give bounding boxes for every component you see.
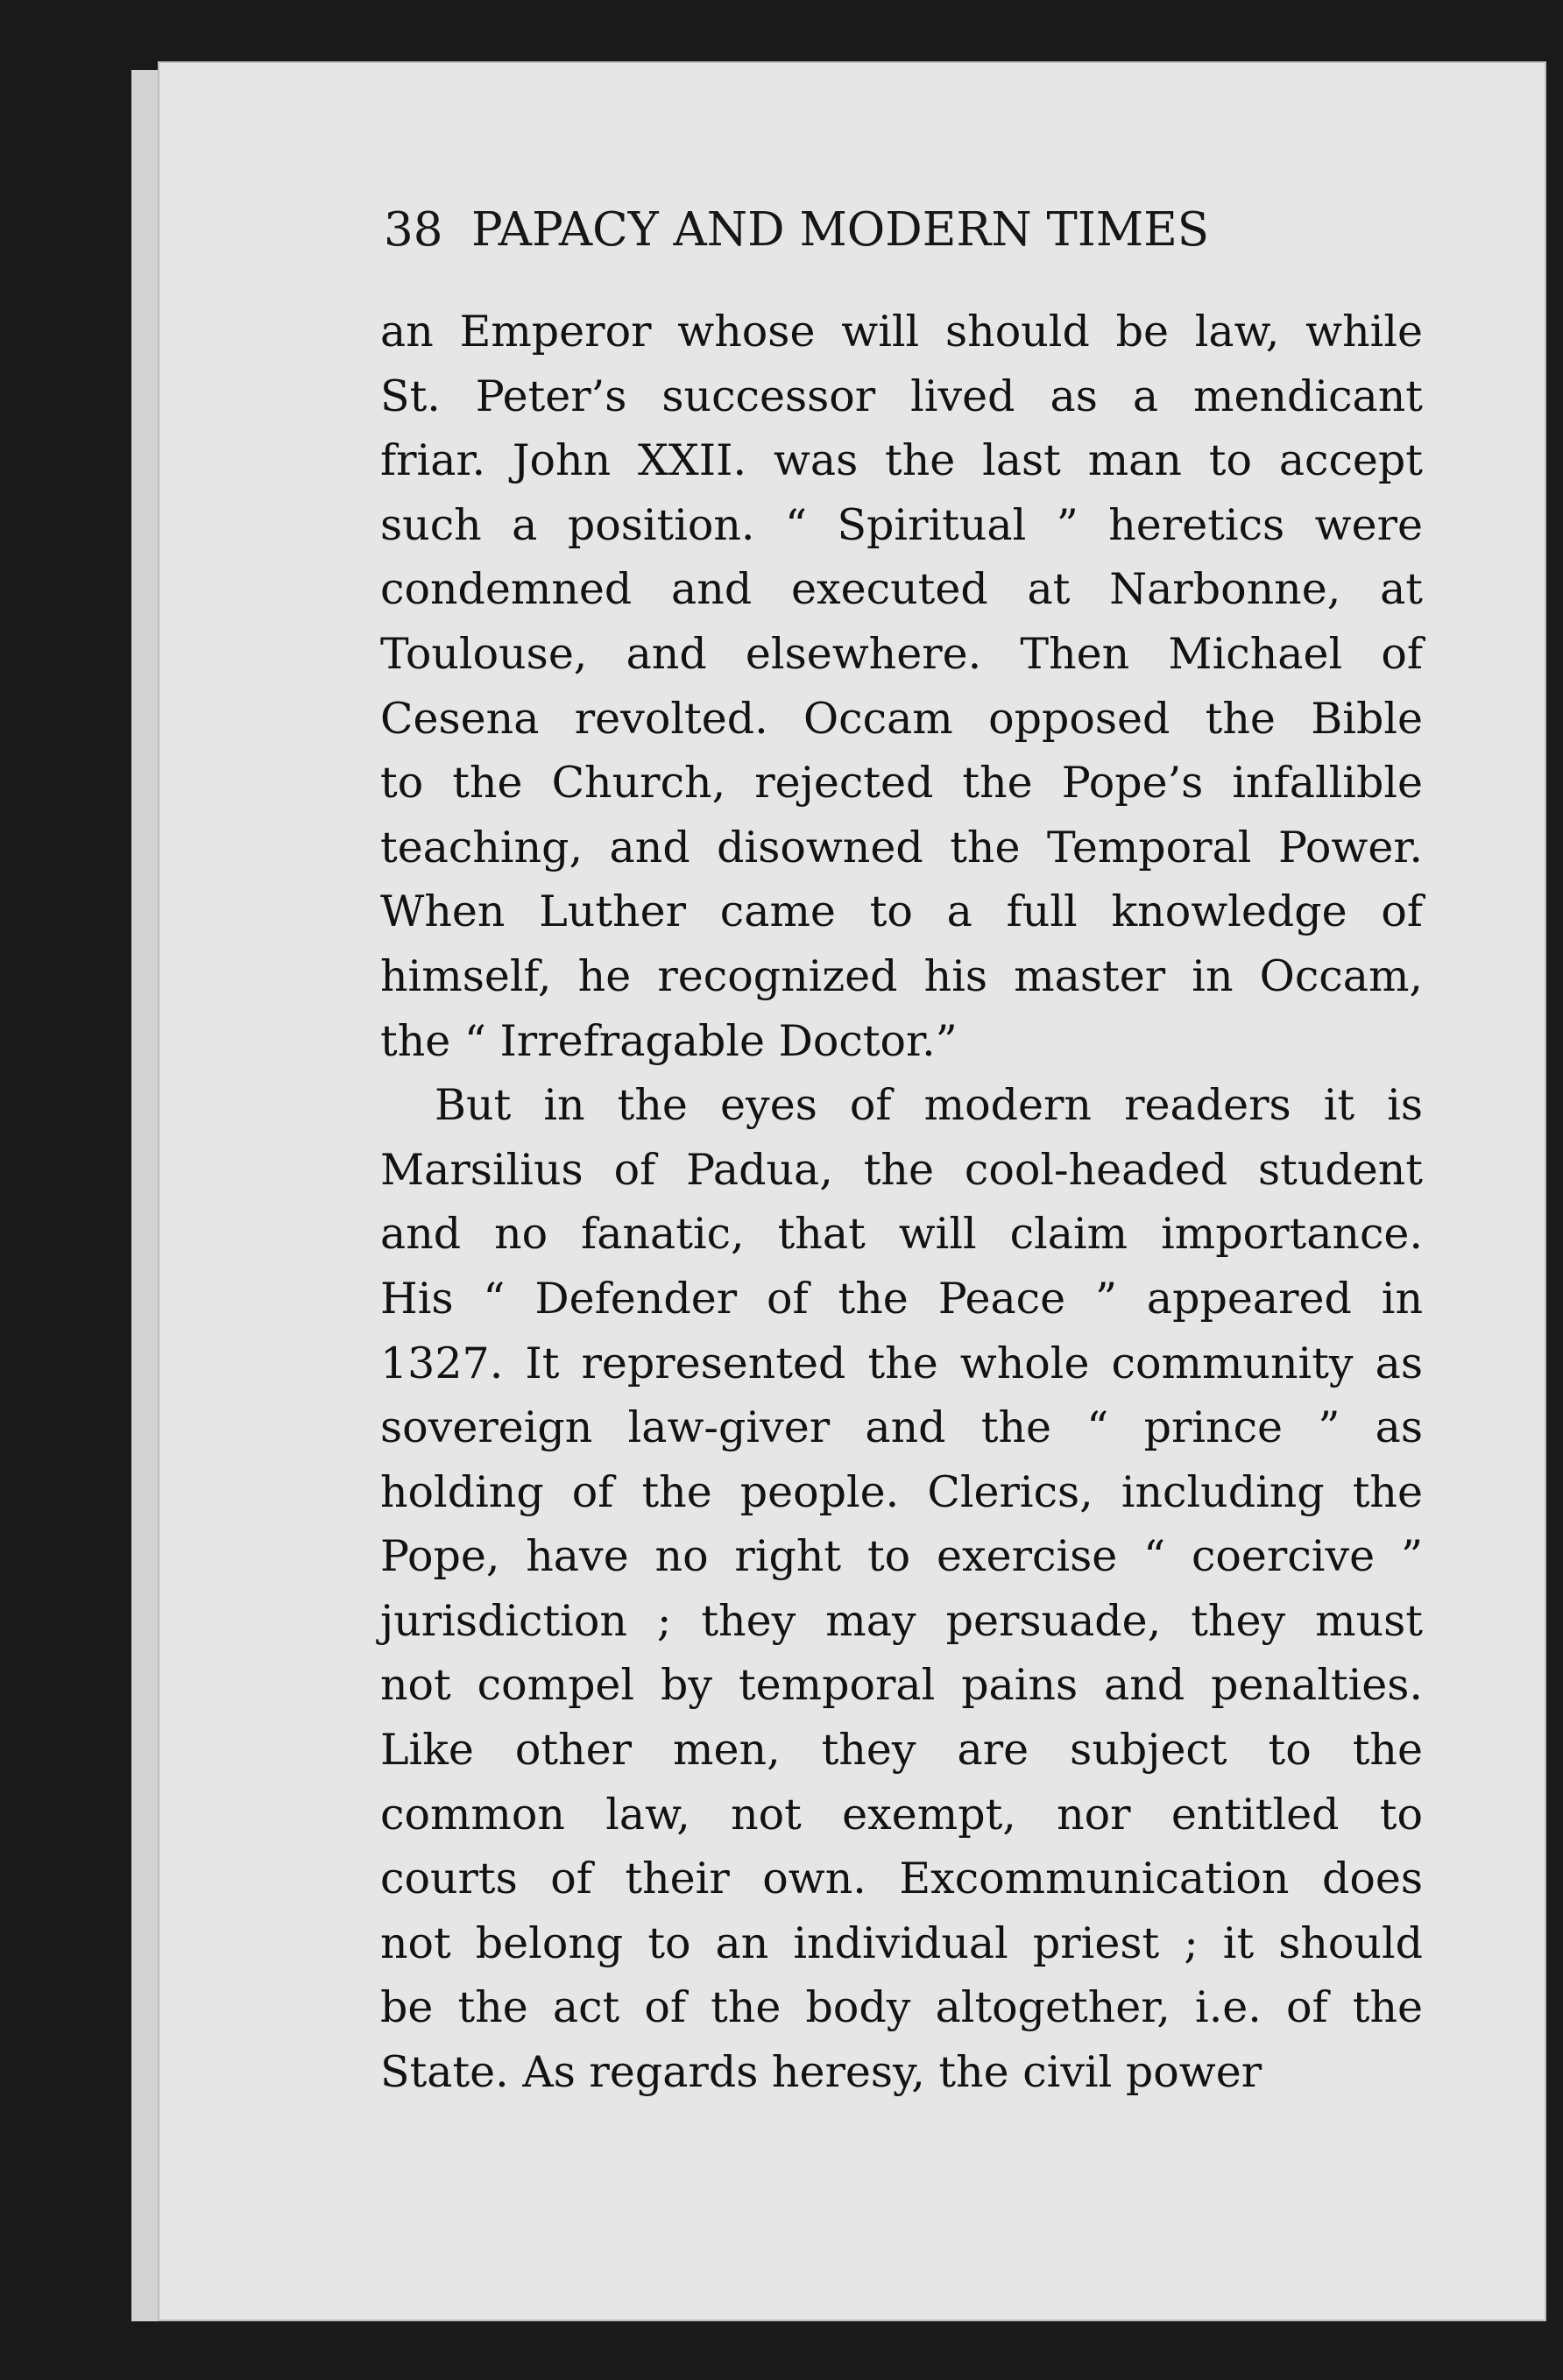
- text-line: and no fanatic, that will claim importance.: [380, 1209, 1423, 1260]
- text-line: State. As regards heresy, the civil power: [380, 2047, 1262, 2098]
- body-text: [380, 300, 1423, 2105]
- text-line: Like other men, they are subject to the: [380, 1725, 1423, 1776]
- running-title: PAPACY AND MODERN TIMES: [471, 203, 1210, 257]
- page-number: 38: [384, 203, 443, 257]
- text-line: Pope, have no right to exercise “ coercive ”: [380, 1531, 1423, 1582]
- text-line: jurisdiction ; they may persuade, they must: [380, 1595, 1423, 1646]
- text-line: not belong to an individual priest ; it should: [380, 1917, 1423, 1968]
- text-line: courts of their own. Excommunication does: [380, 1854, 1423, 1904]
- text-line: condemned and executed at Narbonne, at: [380, 564, 1423, 615]
- text-line: the “ Irrefragable Doctor.”: [380, 1015, 958, 1066]
- text-line: common law, not exempt, nor entitled to: [380, 1789, 1423, 1840]
- text-line: to the Church, rejected the Pope’s infallible: [380, 758, 1423, 809]
- text-line: an Emperor whose will should be law, while: [380, 307, 1423, 357]
- text-line: not compel by temporal pains and penalties.: [380, 1660, 1423, 1711]
- text-line: His “ Defender of the Peace ” appeared in: [380, 1273, 1423, 1324]
- text-line: himself, he recognized his master in Occam,: [380, 950, 1423, 1001]
- text-line: But in the eyes of modern readers it is: [435, 1080, 1423, 1131]
- paragraph: [380, 300, 1423, 1073]
- running-head: [384, 203, 1304, 257]
- page-edge: [131, 70, 158, 2321]
- text-line: Toulouse, and elsewhere. Then Michael of: [380, 628, 1423, 679]
- text-line: When Luther came to a full knowledge of: [380, 886, 1423, 937]
- paragraph: [380, 1073, 1423, 2105]
- text-line: friar. John XXII. was the last man to accept: [380, 435, 1423, 486]
- text-line: be the act of the body altogether, i.e. of the: [380, 1982, 1423, 2033]
- text-line: 1327. It represented the whole community as: [380, 1338, 1423, 1388]
- text-line: teaching, and disowned the Temporal Power.: [380, 822, 1423, 872]
- text-line: holding of the people. Clerics, including the: [380, 1466, 1423, 1517]
- text-line: such a position. “ Spiritual ” heretics were: [380, 499, 1423, 550]
- text-line: St. Peter’s successor lived as a mendicant: [380, 371, 1423, 421]
- text-line: Marsilius of Padua, the cool-headed student: [380, 1144, 1423, 1195]
- text-line: sovereign law-giver and the “ prince ” as: [380, 1402, 1423, 1453]
- text-line: Cesena revolted. Occam opposed the Bible: [380, 693, 1423, 744]
